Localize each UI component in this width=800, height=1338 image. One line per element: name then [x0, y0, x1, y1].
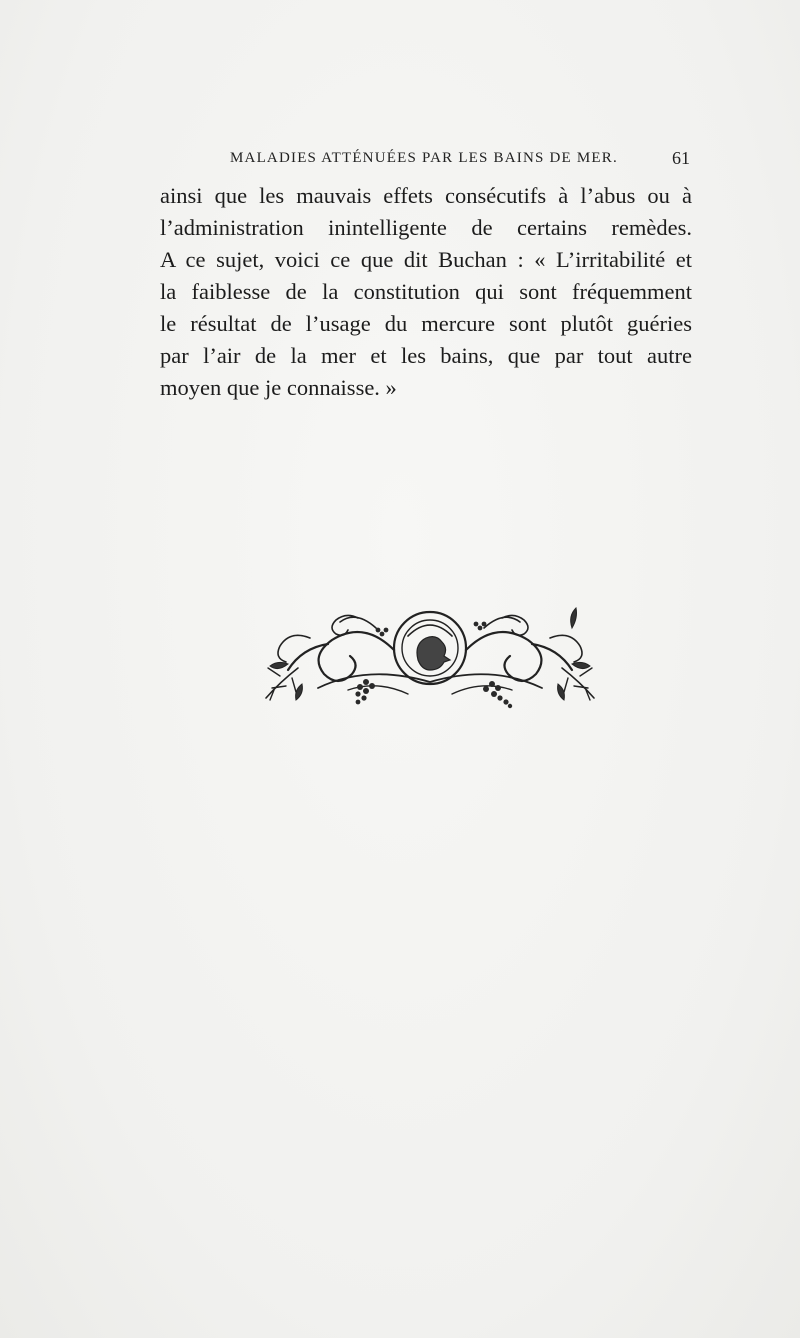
text-line: ainsi que les mauvais effets consécutifs à l’abus ou à [160, 183, 692, 208]
tailpiece-ornament-icon [258, 598, 602, 710]
text-line: l’administration inintelligente de certains remèdes. [160, 215, 692, 240]
running-head-title: MALADIES ATTÉNUÉES PAR LES BAINS DE MER. [230, 150, 618, 166]
page-number: 61 [672, 148, 690, 168]
text-line: moyen que je connaisse. » [160, 375, 397, 400]
running-head [230, 150, 690, 174]
body-text [160, 180, 692, 404]
text-line: la faiblesse de la constitution qui sont fréquemment [160, 279, 692, 304]
text-line: par l’air de la mer et les bains, que par tout autre [160, 343, 692, 368]
text-line: A ce sujet, voici ce que dit Buchan : « L’irritabilité et [160, 247, 692, 272]
text-line: le résultat de l’usage du mercure sont plutôt guéries [160, 311, 692, 336]
